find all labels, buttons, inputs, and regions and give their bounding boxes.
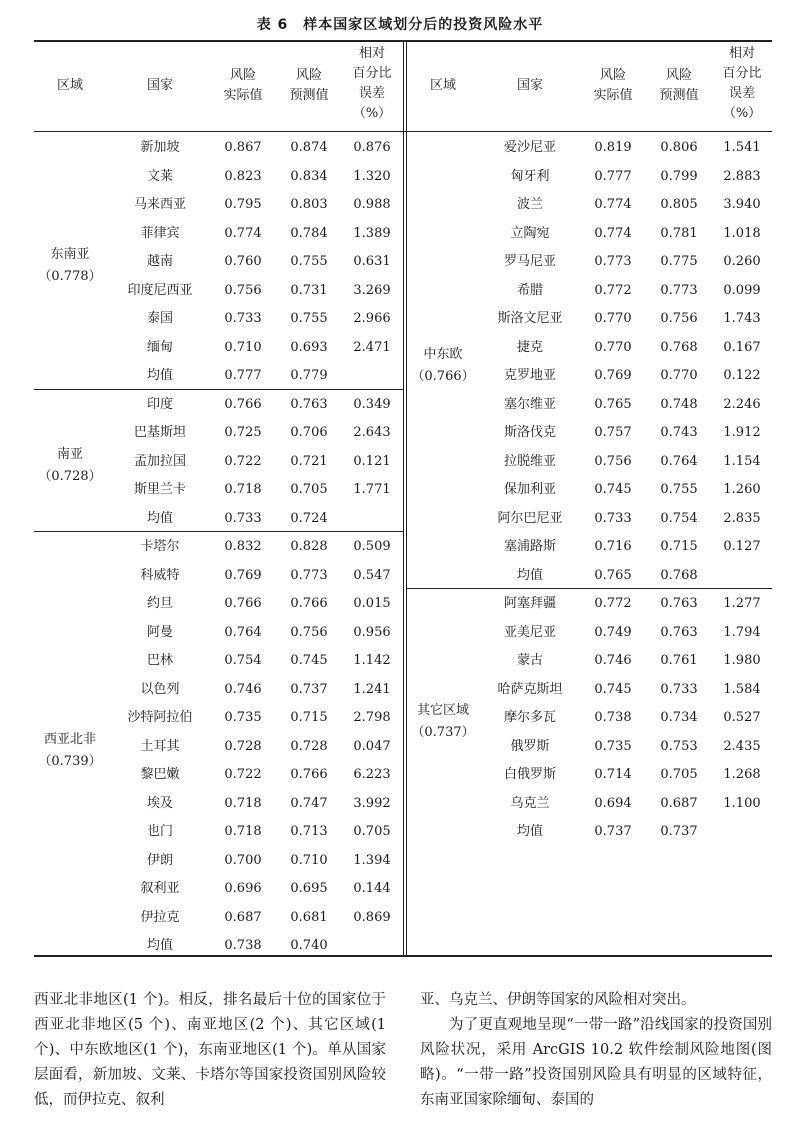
cell-error: 2.883 (723, 168, 761, 184)
cell-predicted: 0.728 (290, 738, 328, 754)
cell-country: 也门 (146, 824, 173, 839)
cell-actual: 0.773 (594, 254, 632, 269)
cell-error: 3.269 (353, 282, 391, 298)
region-label: 南亚 （0.728） (38, 446, 102, 484)
cell-actual: 0.777 (594, 168, 632, 184)
cell-predicted: 0.748 (660, 396, 698, 412)
cell-actual: 0.710 (224, 339, 262, 355)
cell-country: 均值 (146, 368, 173, 383)
cell-error: 0.527 (723, 710, 761, 725)
cell-country: 文莱 (146, 168, 173, 184)
cell-error: 0.876 (353, 140, 391, 155)
cell-actual: 0.756 (224, 282, 262, 298)
cell-country: 亚美尼亚 (503, 624, 556, 640)
cell-error: 0.121 (353, 453, 391, 469)
cell-actual: 0.764 (224, 624, 262, 640)
cell-actual: 0.769 (594, 368, 632, 383)
cell-predicted: 0.693 (290, 339, 328, 355)
cell-predicted: 0.710 (290, 852, 328, 868)
cell-actual: 0.823 (224, 168, 262, 184)
cell-error: 1.389 (353, 225, 391, 241)
cell-error: 1.584 (723, 681, 761, 697)
cell-country: 埃及 (146, 795, 173, 811)
cell-country: 蒙古 (516, 653, 543, 668)
cell-error: 1.320 (353, 168, 391, 184)
cell-actual: 0.774 (594, 225, 632, 241)
body-text-left (34, 988, 386, 1113)
cell-error: 0.956 (353, 624, 391, 640)
cell-country: 伊拉克 (140, 909, 180, 925)
cell-actual: 0.694 (594, 795, 632, 811)
cell-predicted: 0.834 (290, 168, 328, 184)
cell-actual: 0.832 (224, 539, 262, 554)
cell-predicted: 0.799 (660, 168, 698, 184)
cell-predicted: 0.706 (290, 425, 328, 440)
group-separator (34, 531, 403, 532)
header-country-right: 国家 (516, 78, 543, 93)
cell-actual: 0.772 (594, 596, 632, 611)
cell-country: 均值 (146, 510, 173, 526)
cell-actual: 0.696 (224, 881, 262, 896)
cell-error: 1.743 (723, 311, 761, 326)
header-actual-left: 风险 实际值 (223, 68, 263, 103)
cell-actual: 0.718 (224, 824, 262, 839)
cell-predicted: 0.756 (660, 311, 698, 326)
cell-predicted: 0.713 (290, 824, 328, 839)
cell-error: 0.869 (353, 909, 391, 925)
cell-actual: 0.746 (224, 681, 262, 697)
cell-country: 罗马尼亚 (503, 254, 556, 269)
cell-error: 1.260 (723, 482, 761, 497)
cell-country: 爱沙尼亚 (503, 140, 556, 155)
cell-actual: 0.766 (224, 596, 262, 611)
cell-actual: 0.765 (594, 567, 632, 583)
cell-country: 斯里兰卡 (133, 482, 186, 497)
cell-actual: 0.749 (594, 624, 632, 640)
cell-actual: 0.765 (594, 396, 632, 412)
paragraph-right: 为了更直观地呈现“一带一路”沿线国家的投资国别风险状况，采用 ArcGIS 10.2 软件绘制风险地图(图略)。“一带一路”投资国别风险具有明显的区域特征，东南亚国家除缅甸、泰国的 (420, 1017, 772, 1108)
cell-actual: 0.867 (224, 140, 262, 155)
cell-error: 0.631 (353, 254, 391, 269)
header-error-right: 相对 百分比 误差 （%） (722, 46, 762, 121)
cell-country: 越南 (146, 254, 173, 269)
cell-predicted: 0.740 (290, 938, 328, 953)
cell-error: 0.015 (353, 596, 391, 611)
cell-country: 印度 (146, 396, 173, 412)
cell-predicted: 0.768 (660, 567, 698, 583)
cell-error: 1.018 (723, 225, 761, 241)
cell-error: 1.100 (723, 795, 761, 811)
cell-actual: 0.769 (224, 567, 262, 583)
cell-country: 波兰 (516, 197, 543, 212)
cell-country: 阿曼 (146, 624, 173, 640)
group-separator (407, 588, 772, 589)
cell-error: 3.992 (353, 795, 391, 811)
cell-actual: 0.733 (224, 311, 262, 326)
header-region-left: 区域 (56, 78, 83, 93)
cell-predicted: 0.753 (660, 738, 698, 754)
cell-predicted: 0.747 (290, 795, 328, 811)
cell-actual: 0.728 (224, 738, 262, 754)
cell-error: 2.798 (353, 710, 391, 725)
cell-predicted: 0.705 (660, 767, 698, 782)
cell-predicted: 0.806 (660, 140, 698, 155)
cell-predicted: 0.733 (660, 681, 698, 697)
header-region-right: 区域 (429, 78, 456, 93)
cell-predicted: 0.731 (290, 282, 328, 298)
cell-actual: 0.718 (224, 795, 262, 811)
cell-country: 泰国 (146, 311, 173, 326)
cell-actual: 0.714 (594, 767, 632, 782)
cell-predicted: 0.721 (290, 453, 328, 469)
cell-error: 0.099 (723, 282, 761, 298)
cell-predicted: 0.768 (660, 339, 698, 355)
cell-actual: 0.774 (224, 225, 262, 241)
cell-predicted: 0.695 (290, 881, 328, 896)
cell-error: 0.705 (353, 824, 391, 839)
cell-country: 拉脱维亚 (503, 453, 556, 469)
cell-country: 立陶宛 (510, 225, 550, 241)
cell-predicted: 0.737 (660, 824, 698, 839)
cell-actual: 0.757 (594, 425, 632, 440)
cell-error: 1.154 (723, 453, 761, 469)
cell-actual: 0.795 (224, 197, 262, 212)
cell-predicted: 0.805 (660, 197, 698, 212)
region-label: 西亚北非 （0.739） (38, 731, 102, 769)
cell-country: 阿塞拜疆 (503, 596, 556, 611)
cell-predicted: 0.687 (660, 795, 698, 811)
cell-predicted: 0.763 (660, 624, 698, 640)
cell-error: 2.471 (353, 339, 391, 355)
cell-error: 0.509 (353, 539, 391, 554)
cell-predicted: 0.761 (660, 653, 698, 668)
cell-country: 均值 (146, 938, 173, 953)
cell-country: 均值 (516, 824, 543, 839)
cell-predicted: 0.874 (290, 140, 328, 155)
table-bottom-rule (34, 955, 772, 957)
table-caption: 表 6 样本国家区域划分后的投资风险水平 (256, 17, 544, 33)
cell-predicted: 0.784 (290, 225, 328, 241)
cell-country: 巴林 (146, 653, 173, 668)
cell-error: 0.547 (353, 567, 391, 583)
cell-predicted: 0.755 (290, 254, 328, 269)
header-actual-right: 风险 实际值 (593, 68, 633, 103)
cell-error: 1.268 (723, 767, 761, 782)
cell-predicted: 0.766 (290, 596, 328, 611)
cell-predicted: 0.828 (290, 539, 328, 554)
cell-error: 0.122 (723, 368, 761, 383)
header-predicted-right: 风险 预测值 (659, 68, 699, 103)
paragraph-left: 西亚北非地区(1 个)。相反，排名最后十位的国家位于西亚北非地区(5 个)、南亚地区(2 个)、其它区域(1 个)、中东欧地区(1 个)，东南亚地区(1 个)。单从国家层面看，新加坡、文莱、卡塔尔等国家投资国别风险较低，而伊拉克、叙利 (34, 992, 386, 1108)
cell-country: 印度尼西亚 (127, 282, 193, 298)
cell-error: 1.277 (723, 596, 761, 611)
cell-country: 哈萨克斯坦 (497, 681, 563, 697)
cell-country: 塞浦路斯 (503, 539, 556, 554)
cell-actual: 0.756 (594, 453, 632, 469)
cell-country: 摩尔多瓦 (503, 710, 556, 725)
cell-country: 孟加拉国 (133, 453, 186, 469)
cell-actual: 0.770 (594, 339, 632, 355)
cell-error: 0.349 (353, 396, 391, 412)
cell-actual: 0.770 (594, 311, 632, 326)
header-predicted-left: 风险 预测值 (289, 68, 329, 103)
cell-country: 缅甸 (146, 339, 173, 355)
cell-predicted: 0.755 (660, 482, 698, 497)
cell-actual: 0.737 (594, 824, 632, 839)
cell-predicted: 0.781 (660, 225, 698, 241)
cell-country: 阿尔巴尼亚 (497, 510, 563, 526)
cell-predicted: 0.773 (660, 282, 698, 298)
cell-error: 2.246 (723, 396, 761, 412)
cell-country: 匈牙利 (510, 168, 550, 184)
cell-country: 斯洛伐克 (503, 425, 556, 440)
cell-error: 2.435 (723, 738, 761, 754)
cell-country: 卡塔尔 (140, 539, 180, 554)
cell-actual: 0.745 (594, 482, 632, 497)
cell-actual: 0.733 (594, 510, 632, 526)
cell-country: 沙特阿拉伯 (127, 710, 193, 725)
cell-error: 1.541 (723, 140, 761, 155)
cell-predicted: 0.754 (660, 510, 698, 526)
cell-error: 2.835 (723, 510, 761, 526)
cell-predicted: 0.715 (290, 710, 328, 725)
cell-country: 捷克 (516, 339, 543, 355)
cell-actual: 0.766 (224, 396, 262, 412)
table-center-divider-2 (406, 42, 407, 955)
cell-actual: 0.745 (594, 681, 632, 697)
cell-actual: 0.754 (224, 653, 262, 668)
region-label: 其它区域 （0.737） (411, 703, 475, 741)
cell-country: 以色列 (140, 681, 180, 697)
cell-error: 3.940 (723, 197, 761, 212)
cell-error: 2.966 (353, 311, 391, 326)
cell-error: 1.794 (723, 624, 761, 640)
cell-error: 1.142 (353, 653, 391, 668)
cell-predicted: 0.763 (290, 396, 328, 412)
cell-predicted: 0.737 (290, 681, 328, 697)
cell-country: 均值 (516, 567, 543, 583)
cell-actual: 0.819 (594, 140, 632, 155)
cell-country: 保加利亚 (503, 482, 556, 497)
cell-predicted: 0.763 (660, 596, 698, 611)
cell-actual: 0.746 (594, 653, 632, 668)
cell-predicted: 0.766 (290, 767, 328, 782)
cell-predicted: 0.779 (290, 368, 328, 383)
cell-actual: 0.722 (224, 767, 262, 782)
cell-actual: 0.777 (224, 368, 262, 383)
cell-actual: 0.716 (594, 539, 632, 554)
cell-country: 伊朗 (146, 852, 173, 868)
cell-actual: 0.774 (594, 197, 632, 212)
cell-predicted: 0.743 (660, 425, 698, 440)
cell-country: 希腊 (516, 282, 543, 298)
cell-actual: 0.772 (594, 282, 632, 298)
cell-actual: 0.735 (594, 738, 632, 754)
cell-predicted: 0.745 (290, 653, 328, 668)
cell-actual: 0.700 (224, 852, 262, 868)
cell-error: 1.394 (353, 852, 391, 868)
header-country-left: 国家 (146, 78, 173, 93)
cell-actual: 0.725 (224, 425, 262, 440)
cell-error: 0.127 (723, 539, 761, 554)
body-text-right (420, 988, 772, 1113)
cell-error: 0.047 (353, 738, 391, 754)
header-error-left: 相对 百分比 误差 （%） (352, 46, 392, 121)
cell-actual: 0.687 (224, 909, 262, 925)
cell-predicted: 0.756 (290, 624, 328, 640)
cell-actual: 0.760 (224, 254, 262, 269)
cell-actual: 0.738 (224, 938, 262, 953)
cell-actual: 0.735 (224, 710, 262, 725)
cell-error: 1.980 (723, 653, 761, 668)
cell-country: 俄罗斯 (510, 738, 550, 754)
cell-error: 0.988 (353, 197, 391, 212)
group-separator (34, 389, 403, 390)
cell-predicted: 0.705 (290, 482, 328, 497)
cell-predicted: 0.775 (660, 254, 698, 269)
cell-predicted: 0.803 (290, 197, 328, 212)
cell-predicted: 0.715 (660, 539, 698, 554)
cell-predicted: 0.773 (290, 567, 328, 583)
table-center-divider (403, 42, 404, 955)
cell-country: 土耳其 (140, 738, 180, 754)
cell-country: 科威特 (140, 567, 180, 583)
cell-country: 乌克兰 (510, 795, 550, 811)
cell-error: 1.912 (723, 425, 761, 440)
cell-actual: 0.722 (224, 453, 262, 469)
cell-actual: 0.738 (594, 710, 632, 725)
cell-country: 黎巴嫩 (140, 767, 180, 782)
cell-actual: 0.733 (224, 510, 262, 526)
cell-country: 白俄罗斯 (503, 767, 556, 782)
cell-error: 0.260 (723, 254, 761, 269)
cell-country: 马来西亚 (133, 197, 186, 212)
cell-country: 巴基斯坦 (133, 425, 186, 440)
cell-country: 菲律宾 (140, 225, 180, 241)
region-label: 东南亚 （0.778） (38, 247, 102, 285)
cell-predicted: 0.734 (660, 710, 698, 725)
cell-country: 新加坡 (140, 140, 180, 155)
cell-actual: 0.718 (224, 482, 262, 497)
cell-country: 塞尔维亚 (503, 396, 556, 412)
cell-error: 1.771 (353, 482, 391, 497)
cell-error: 1.241 (353, 681, 391, 697)
cell-country: 约旦 (146, 596, 173, 611)
cell-predicted: 0.770 (660, 368, 698, 383)
cell-country: 克罗地亚 (503, 368, 556, 383)
cell-error: 0.167 (723, 339, 761, 355)
cell-country: 叙利亚 (140, 881, 180, 896)
region-label: 中东欧 （0.766） (411, 347, 475, 384)
cell-predicted: 0.755 (290, 311, 328, 326)
cell-error: 6.223 (353, 767, 391, 782)
cell-error: 2.643 (353, 425, 391, 440)
paragraph-right-continued: 亚、乌克兰、伊朗等国家的风险相对突出。 (420, 992, 696, 1008)
cell-predicted: 0.764 (660, 453, 698, 469)
cell-country: 斯洛文尼亚 (497, 311, 563, 326)
cell-predicted: 0.724 (290, 510, 328, 526)
cell-error: 0.144 (353, 881, 391, 896)
cell-predicted: 0.681 (290, 909, 328, 925)
